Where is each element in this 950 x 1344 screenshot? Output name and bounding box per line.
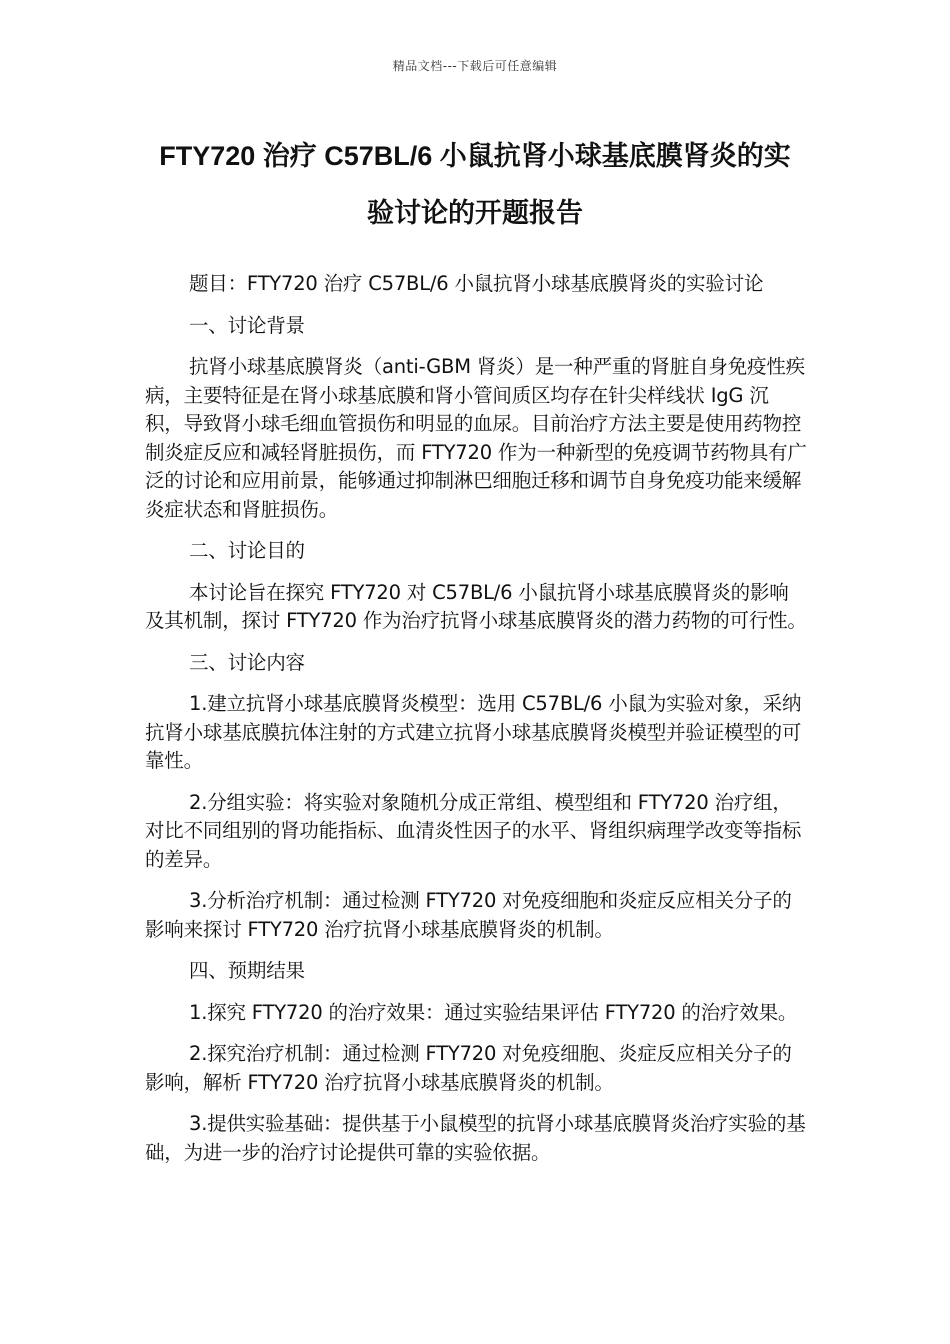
content-item-3: 3.分析治疗机制：通过检测 FTY720 对免疫细胞和炎症反应相关分子的影响来探讨 FTY720 治疗抗肾小球基底膜肾炎的机制。 <box>145 889 792 941</box>
section-heading-background: 一、讨论背景 <box>189 313 305 337</box>
purpose-paragraph: 本讨论旨在探究 FTY720 对 C57BL/6 小鼠抗肾小球基底膜肾炎的影响及其机制，探讨 FTY720 作为治疗抗肾小球基底膜肾炎的潜力药物的可行性。 <box>145 580 807 632</box>
content-item-1: 1.建立抗肾小球基底膜肾炎模型：选用 C57BL/6 小鼠为实验对象，采纳抗肾小球基底膜抗体注射的方式建立抗肾小球基底膜肾炎模型并验证模型的可靠性。 <box>145 692 802 772</box>
content-item-2: 2.分组实验：将实验对象随机分成正常组、模型组和 FTY720 治疗组，对比不同组别的肾功能指标、血清炎性因子的水平、肾组织病理学改变等指标的差异。 <box>145 790 802 871</box>
result-item-2: 2.探究治疗机制：通过检测 FTY720 对免疫细胞、炎症反应相关分子的影响，解析 FTY720 治疗抗肾小球基底膜肾炎的机制。 <box>145 1042 792 1094</box>
section-heading-expected-results: 四、预期结果 <box>189 959 305 982</box>
document-title-line-1: FTY720 治疗 C57BL/6 小鼠抗肾小球基底膜肾炎的实 <box>159 141 791 171</box>
page-header-watermark: 精品文档---下载后可任意编辑 <box>392 59 558 73</box>
background-paragraph: 抗肾小球基底膜肾炎（anti-GBM 肾炎）是一种严重的肾脏自身免疫性疾病，主要特征是在肾小球基底膜和肾小管间质区均存在针尖样线状 IgG 沉积，导致肾小球毛细血管损伤和明显的血尿。目前治疗方法主要是使用药物控制炎症反应和减轻肾脏损伤，而 FTY720 作为一种新型的免疫调节药物具有广泛的讨论和应用前景，能够通过抑制淋巴细胞迁移和调节自身免疫功能来缓解炎症状态和肾脏损伤。 <box>145 355 807 521</box>
result-item-3: 3.提供实验基础：提供基于小鼠模型的抗肾小球基底膜肾炎治疗实验的基础，为进一步的治疗讨论提供可靠的实验依据。 <box>145 1112 806 1164</box>
document-body <box>145 270 807 1180</box>
topic-line: 题目：FTY720 治疗 C57BL/6 小鼠抗肾小球基底膜肾炎的实验讨论 <box>189 272 764 295</box>
document-title-line-2: 验讨论的开题报告 <box>367 198 583 228</box>
section-heading-purpose: 二、讨论目的 <box>189 539 305 562</box>
document-title <box>120 128 830 242</box>
section-heading-content: 三、讨论内容 <box>189 650 305 674</box>
result-item-1: 1.探究 FTY720 的治疗效果：通过实验结果评估 FTY720 的治疗效果。 <box>189 1000 798 1024</box>
